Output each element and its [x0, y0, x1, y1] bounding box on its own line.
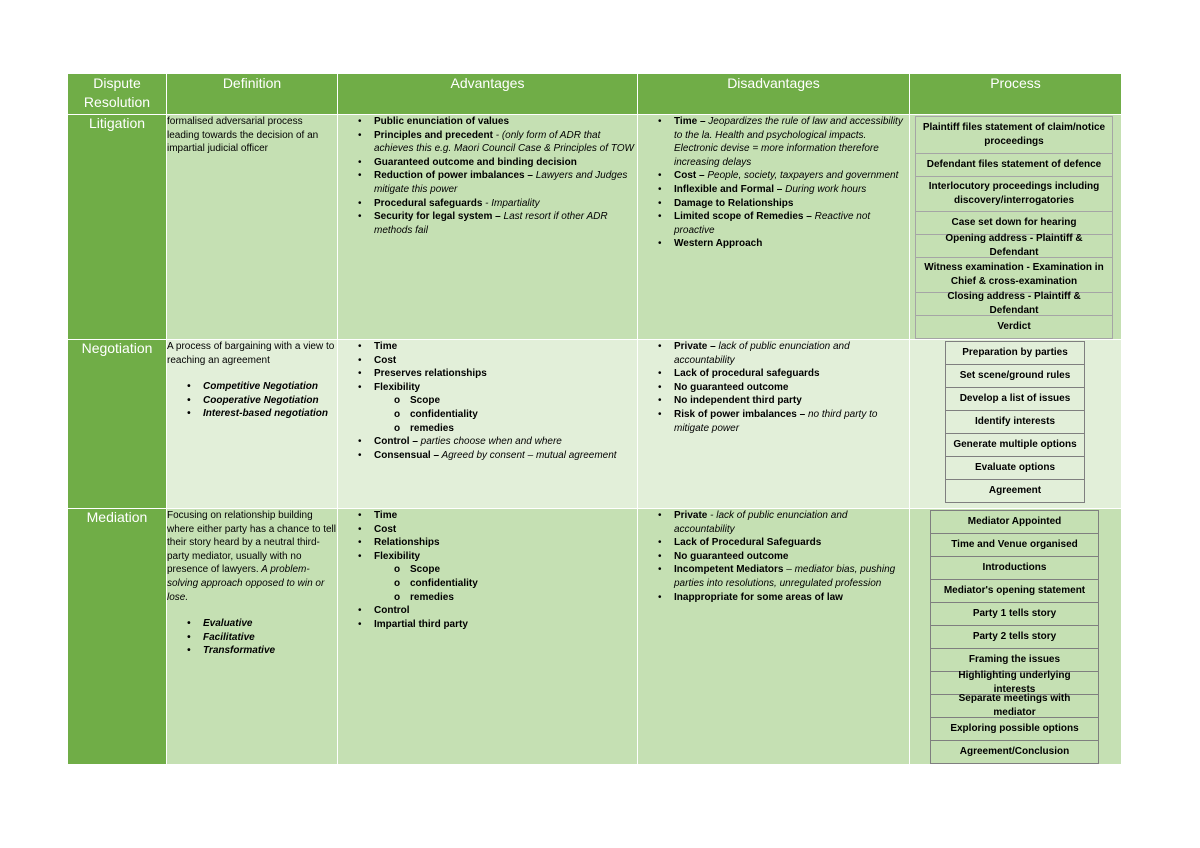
header-definition: Definition: [167, 74, 338, 115]
sub-list-item: o remedies: [338, 591, 637, 605]
process-step: Set scene/ground rules: [945, 364, 1085, 388]
list-item: • Flexibility: [338, 550, 637, 564]
row-name-negotiation: Negotiation: [68, 340, 167, 509]
definition-mediation: [167, 509, 338, 765]
process-step: Mediator Appointed: [930, 510, 1099, 534]
list-item: • Impartial third party: [338, 618, 637, 632]
disadvantages-list: [638, 509, 909, 604]
list-item: • No guaranteed outcome: [638, 550, 909, 564]
advantages-negotiation: [338, 340, 638, 509]
list-item: • Guaranteed outcome and binding decision: [338, 156, 637, 170]
process-step: Defendant files statement of defence: [915, 153, 1113, 177]
definition-text: formalised adversarial process leading towards the decision of an impartial judicial officer: [167, 116, 319, 155]
list-item: • No independent third party: [638, 394, 909, 408]
advantages-list: [338, 340, 637, 462]
list-item: • Relationships: [338, 536, 637, 550]
definition-litigation: [167, 115, 338, 340]
process-step: Preparation by parties: [945, 341, 1085, 365]
list-item: • Preserves relationships: [338, 367, 637, 381]
list-item: • Procedural safeguards - Impartiality: [338, 197, 637, 211]
list-item: • Cooperative Negotiation: [167, 394, 337, 408]
disadvantages-litigation: [638, 115, 910, 340]
list-item: • Inflexible and Formal – During work hours: [638, 183, 909, 197]
list-item: • Reduction of power imbalances – Lawyers and Judges mitigate this power: [338, 169, 637, 196]
process-mediation: [910, 509, 1122, 765]
list-item: • Incompetent Mediators – mediator bias, pushing parties into resolutions, unregulated profession: [638, 563, 909, 590]
process-step: Party 2 tells story: [930, 625, 1099, 649]
row-name-litigation: Litigation: [68, 115, 167, 340]
list-item: • Security for legal system – Last resort if other ADR methods fail: [338, 210, 637, 237]
process-negotiation: [910, 340, 1122, 509]
sub-list-item: o Scope: [338, 563, 637, 577]
list-item: • Western Approach: [638, 237, 909, 251]
header-process: Process: [910, 74, 1122, 115]
types-list: [167, 380, 337, 421]
advantages-litigation: [338, 115, 638, 340]
process-step: Time and Venue organised: [930, 533, 1099, 557]
header-advantages: Advantages: [338, 74, 638, 115]
list-item: • Private – lack of public enunciation and accountability: [638, 340, 909, 367]
process-step: Plaintiff files statement of claim/notice proceedings: [915, 116, 1113, 154]
types-list: [167, 617, 337, 658]
definition-text: A process of bargaining with a view to reaching an agreement: [167, 341, 335, 366]
list-item: • Cost: [338, 523, 637, 537]
list-item: • Control – parties choose when and where: [338, 435, 637, 449]
list-item: • Lack of Procedural Safeguards: [638, 536, 909, 550]
list-item: • Competitive Negotiation: [167, 380, 337, 394]
row-litigation: [68, 115, 1122, 340]
definition-negotiation: [167, 340, 338, 509]
list-item: • Control: [338, 604, 637, 618]
sub-list-item: o Scope: [338, 394, 637, 408]
process-step: Evaluate options: [945, 456, 1085, 480]
list-item: • Principles and precedent - (only form of ADR that achieves this e.g. Maori Council Case & Principles of TOW: [338, 129, 637, 156]
process-step: Agreement: [945, 479, 1085, 503]
process-step: Case set down for hearing: [915, 211, 1113, 235]
list-item: • Consensual – Agreed by consent – mutual agreement: [338, 449, 637, 463]
list-item: • Cost: [338, 354, 637, 368]
advantages-list: [338, 509, 637, 631]
process-litigation: [910, 115, 1122, 340]
process-step: Identify interests: [945, 410, 1085, 434]
header-disadvantages: Disadvantages: [638, 74, 910, 115]
process-flow: [915, 117, 1113, 339]
dispute-resolution-table: [67, 73, 1122, 765]
list-item: • Time – Jeopardizes the rule of law and accessibility to the la. Health and psychological impacts. Electronic devise = more information therefore increasing delays: [638, 115, 909, 169]
disadvantages-mediation: [638, 509, 910, 765]
advantages-mediation: [338, 509, 638, 765]
process-step: Agreement/Conclusion: [930, 740, 1099, 764]
list-item: • Lack of procedural safeguards: [638, 367, 909, 381]
process-step: Party 1 tells story: [930, 602, 1099, 626]
list-item: • No guaranteed outcome: [638, 381, 909, 395]
process-step: Witness examination - Examination in Chief & cross-examination: [915, 257, 1113, 293]
process-step: Opening address - Plaintiff & Defendant: [915, 234, 1113, 258]
process-step: Closing address - Plaintiff & Defendant: [915, 292, 1113, 316]
header-dispute-resolution: Dispute Resolution: [68, 74, 167, 115]
disadvantages-list: [638, 115, 909, 251]
list-item: • Limited scope of Remedies – Reactive not proactive: [638, 210, 909, 237]
list-item: • Public enunciation of values: [338, 115, 637, 129]
definition-text: Focusing on relationship building where either party has a chance to tell their story heard by a neutral third-party mediator, usually with no presence of lawyers. A problem-solving approach opposed to win or lose.: [167, 510, 336, 603]
disadvantages-negotiation: [638, 340, 910, 509]
process-step: Exploring possible options: [930, 717, 1099, 741]
sub-list-item: o confidentiality: [338, 577, 637, 591]
list-item: • Private - lack of public enunciation and accountability: [638, 509, 909, 536]
list-item: • Cost – People, society, taxpayers and government: [638, 169, 909, 183]
process-step: Verdict: [915, 315, 1113, 339]
list-item: • Time: [338, 340, 637, 354]
sub-list-item: o remedies: [338, 422, 637, 436]
process-step: Separate meetings with mediator: [930, 694, 1099, 718]
process-step: Develop a list of issues: [945, 387, 1085, 411]
disadvantages-list: [638, 340, 909, 435]
process-flow: [945, 342, 1085, 503]
row-name-mediation: Mediation: [68, 509, 167, 765]
list-item: • Interest-based negotiation: [167, 407, 337, 421]
process-step: Interlocutory proceedings including discovery/interrogatories: [915, 176, 1113, 212]
list-item: • Inappropriate for some areas of law: [638, 591, 909, 605]
list-item: • Evaluative: [167, 617, 337, 631]
advantages-list: [338, 115, 637, 237]
list-item: • Damage to Relationships: [638, 197, 909, 211]
list-item: • Flexibility: [338, 381, 637, 395]
list-item: • Transformative: [167, 644, 337, 658]
list-item: • Risk of power imbalances – no third party to mitigate power: [638, 408, 909, 435]
process-flow: [930, 511, 1099, 764]
process-step: Generate multiple options: [945, 433, 1085, 457]
process-step: Mediator's opening statement: [930, 579, 1099, 603]
list-item: • Time: [338, 509, 637, 523]
process-step: Highlighting underlying interests: [930, 671, 1099, 695]
list-item: • Facilitative: [167, 631, 337, 645]
row-mediation: [68, 509, 1122, 765]
sub-list-item: o confidentiality: [338, 408, 637, 422]
row-negotiation: [68, 340, 1122, 509]
process-step: Introductions: [930, 556, 1099, 580]
process-step: Framing the issues: [930, 648, 1099, 672]
